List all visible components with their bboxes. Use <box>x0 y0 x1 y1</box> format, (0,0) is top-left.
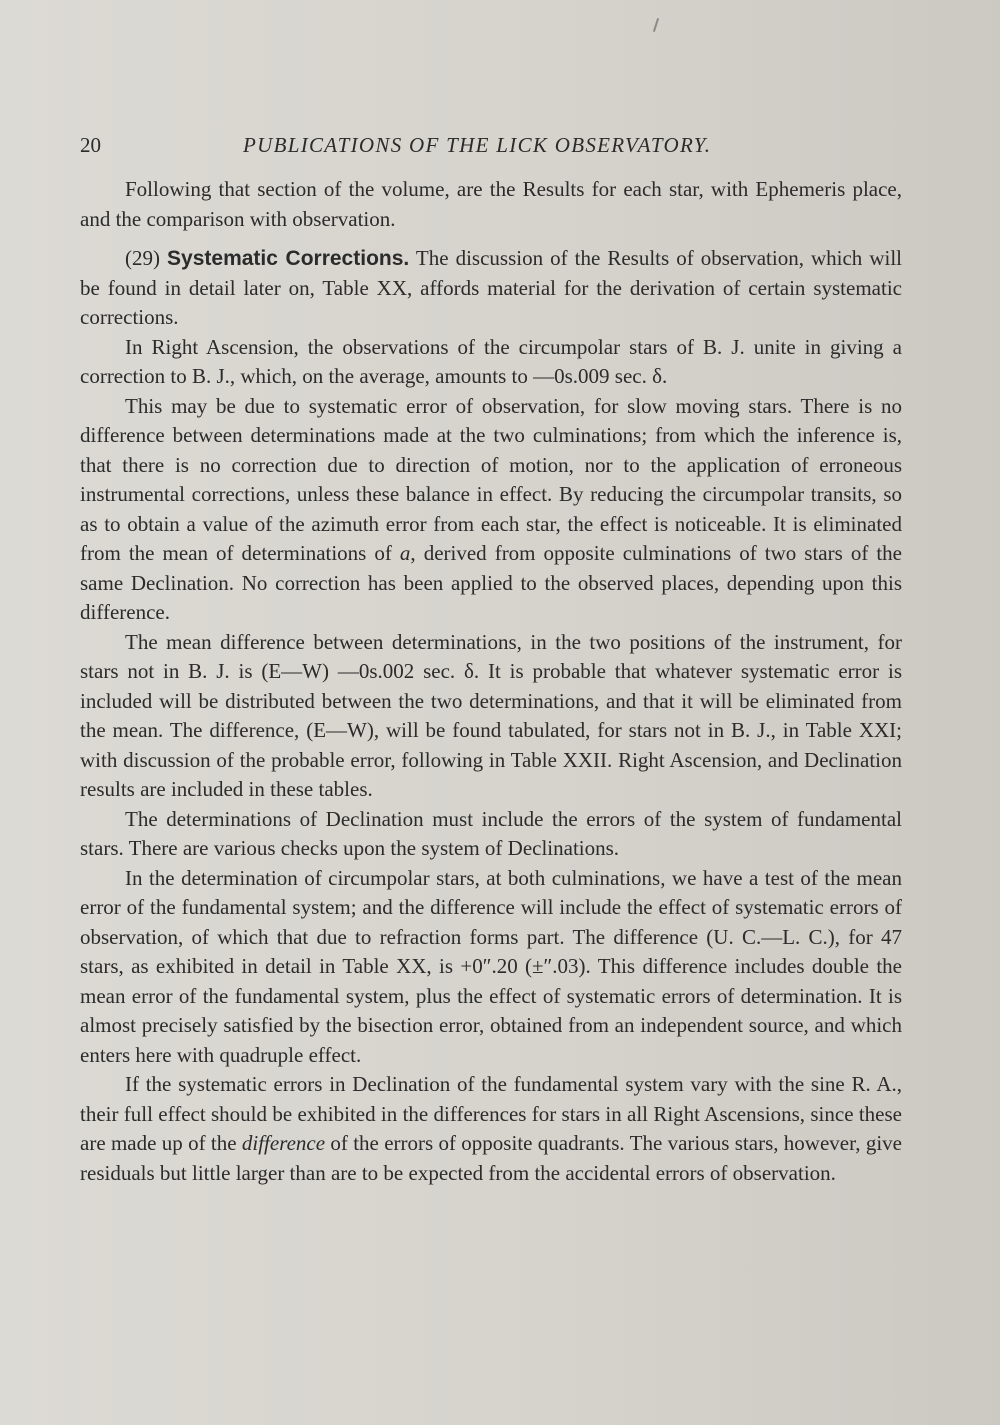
section-number: (29) <box>125 246 160 270</box>
alpha-symbol: a <box>399 541 411 565</box>
paragraph-4-text-b: , derived from opposite culminations of two stars of the same Declination. No correction has been applied to the observed places, depending upon this difference. <box>80 541 902 624</box>
paragraph-3: In Right Ascension, the observations of the circumpolar stars of B. J. unite in giving a correction to B. J., which, on the average, amounts to —0s.009 sec. δ. <box>80 334 902 388</box>
section-text: The discussion of the Results of observation, which will be found in detail later on, Table XX, affords material for the derivation of certain systematic corrections. <box>80 246 902 329</box>
body-text <box>80 175 902 1188</box>
paragraph-4-text-a: This may be due to systematic error of observation, for slow moving stars. There is no difference between determinations made at the two culminations; from which the inference is, that there is no correction due to direction of motion, nor to the application of erroneous instrumental corrections, unless these balance in effect. By reducing the circumpolar transits, so as to obtain a value of the azimuth error from each star, the effect is noticeable. It is eliminated from the mean of determinations of <box>80 393 902 565</box>
paragraph-8-text-b: of the errors of opposite quadrants. The various stars, however, give residuals but little larger than are to be expected from the accidental errors of observation. <box>80 1131 902 1185</box>
running-title: PUBLICATIONS OF THE LICK OBSERVATORY. <box>243 133 712 157</box>
paragraph-6: The determinations of Declination must include the errors of the system of fundamental stars. There are various checks upon the system of Declinations. <box>80 806 902 860</box>
page-number: 20 <box>80 133 101 157</box>
paragraph-5: The mean difference between determinations, in the two positions of the instrument, for stars not in B. J. is (E—W) —0s.002 sec. δ. It is probable that whatever systematic error is included will be distributed between the two determinations, and that it will be eliminated from the mean. The difference, (E—W), will be found tabulated, for stars not in B. J., in Table XXI; with discussion of the probable error, following in Table XXII. Right Ascension, and Declination results are included in these tables. <box>80 629 902 801</box>
paragraph-8 <box>80 1070 902 1188</box>
scan-mark <box>653 18 659 32</box>
section-heading: Systematic Corrections. <box>167 247 410 270</box>
paragraph-8-text-a: If the systematic errors in Declination of the fundamental system vary with the sine R. A., their full effect should be exhibited in the differences for stars in all Right Ascensions, since these are made up of the <box>80 1072 902 1155</box>
running-head <box>80 133 900 159</box>
emphasis-difference: difference <box>241 1131 326 1155</box>
paragraph-1: Following that section of the volume, are the Results for each star, with Ephemeris place, and the comparison with observation. <box>80 177 902 231</box>
paragraph-7: In the determination of circumpolar stars, at both culminations, we have a test of the mean error of the fundamental system; and the difference will include the effect of systematic errors of observation, of which that due to refraction forms part. The difference (U. C.—L. C.), for 47 stars, as exhibited in detail in Table XX, is +0″.20 (±″.03). This difference includes double the mean error of the fundamental system, plus the effect of systematic errors of determination. It is almost precisely satisfied by the bisection error, obtained from an independent source, and which enters here with quadruple effect. <box>80 865 902 1067</box>
paragraph-4 <box>80 392 902 628</box>
paragraph-section-29 <box>80 244 902 333</box>
